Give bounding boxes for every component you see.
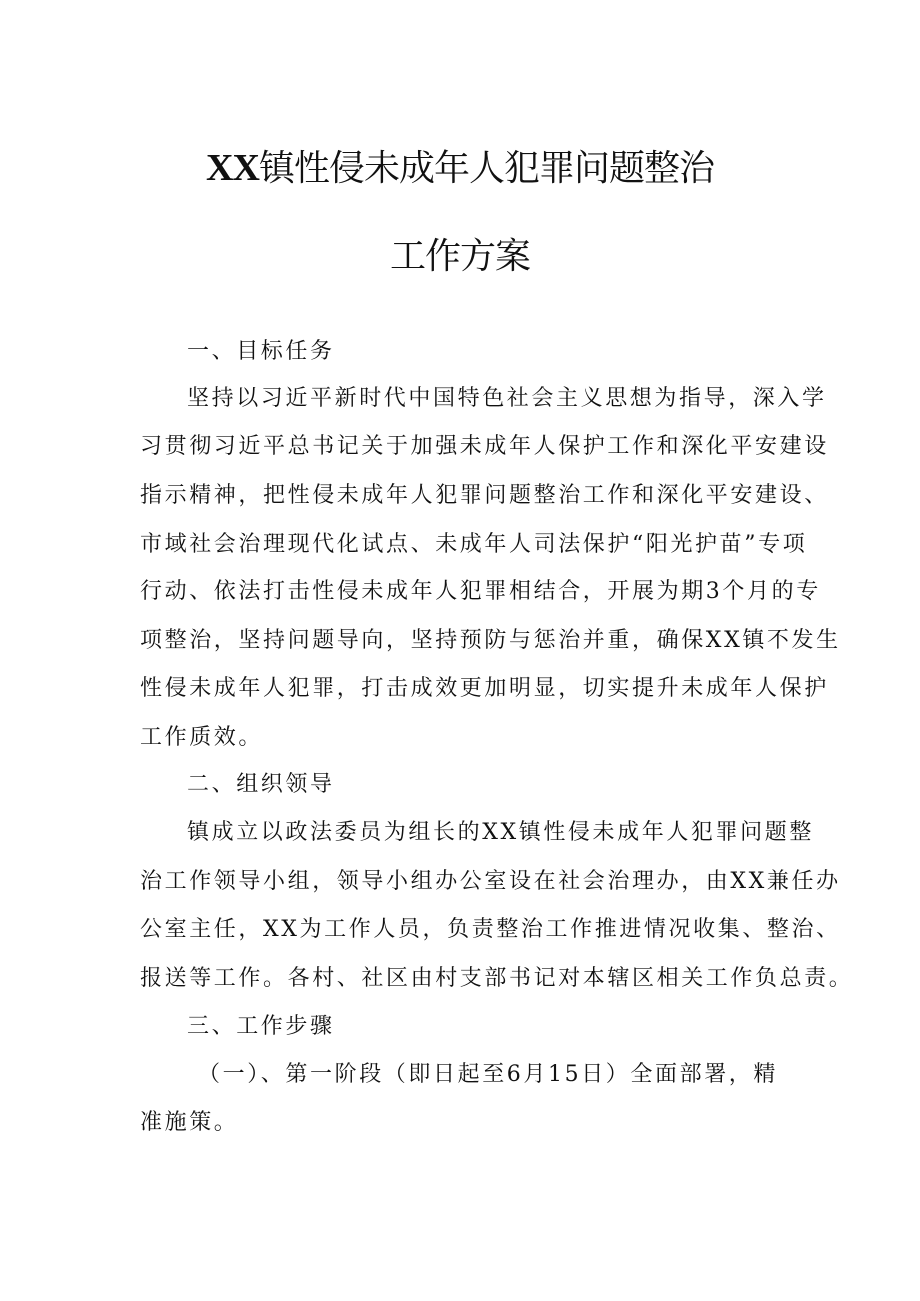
title-rest: 镇性侵未成年人犯罪问题整治 <box>258 148 714 189</box>
body-line: 镇成立以政法委员为组长的XX镇性侵未成年人犯罪问题整 <box>187 820 814 845</box>
body-line: 习贯彻习近平总书记关于加强未成年人保护工作和深化平安建设 <box>140 434 829 459</box>
body-line: 坚持以习近平新时代中国特色社会主义思想为指导，深入学 <box>187 386 827 411</box>
section-heading-organization: 二、组织领导 <box>187 772 335 797</box>
body-line: 报送等工作。各村、社区由村支部书记对本辖区相关工作负总责。 <box>140 966 854 991</box>
section-heading-goals: 一、目标任务 <box>187 339 335 364</box>
body-line: 行动、依法打击性侵未成年人犯罪相结合，开展为期3个月的专 <box>140 579 821 604</box>
section-heading-steps: 三、工作步骤 <box>187 1014 335 1039</box>
body-line: 市域社会治理现代化试点、未成年人司法保护“阳光护苗”专项 <box>140 532 808 557</box>
body-line: 工作质效。 <box>140 725 264 750</box>
title-prefix: XX <box>206 147 259 189</box>
body-line: 公室主任，XX为工作人员，负责整治工作推进情况收集、整治、 <box>140 917 841 942</box>
body-line: （一）、第一阶段（即日起至6月15日）全面部署，精 <box>198 1062 778 1087</box>
body-line: 治工作领导小组，领导小组办公室设在社会治理办，由XX兼任办 <box>140 869 841 894</box>
body-line: 指示精神，把性侵未成年人犯罪问题整治工作和深化平安建设、 <box>140 483 829 508</box>
body-line: 准施策。 <box>140 1110 239 1135</box>
document-title-line-1 <box>0 140 920 191</box>
document-title-line-2: 工作方案 <box>389 236 530 277</box>
body-line: 项整治，坚持问题导向，坚持预防与惩治并重，确保XX镇不发生 <box>140 628 841 653</box>
body-line: 性侵未成年人犯罪，打击成效更加明显，切实提升未成年人保护 <box>140 676 829 701</box>
